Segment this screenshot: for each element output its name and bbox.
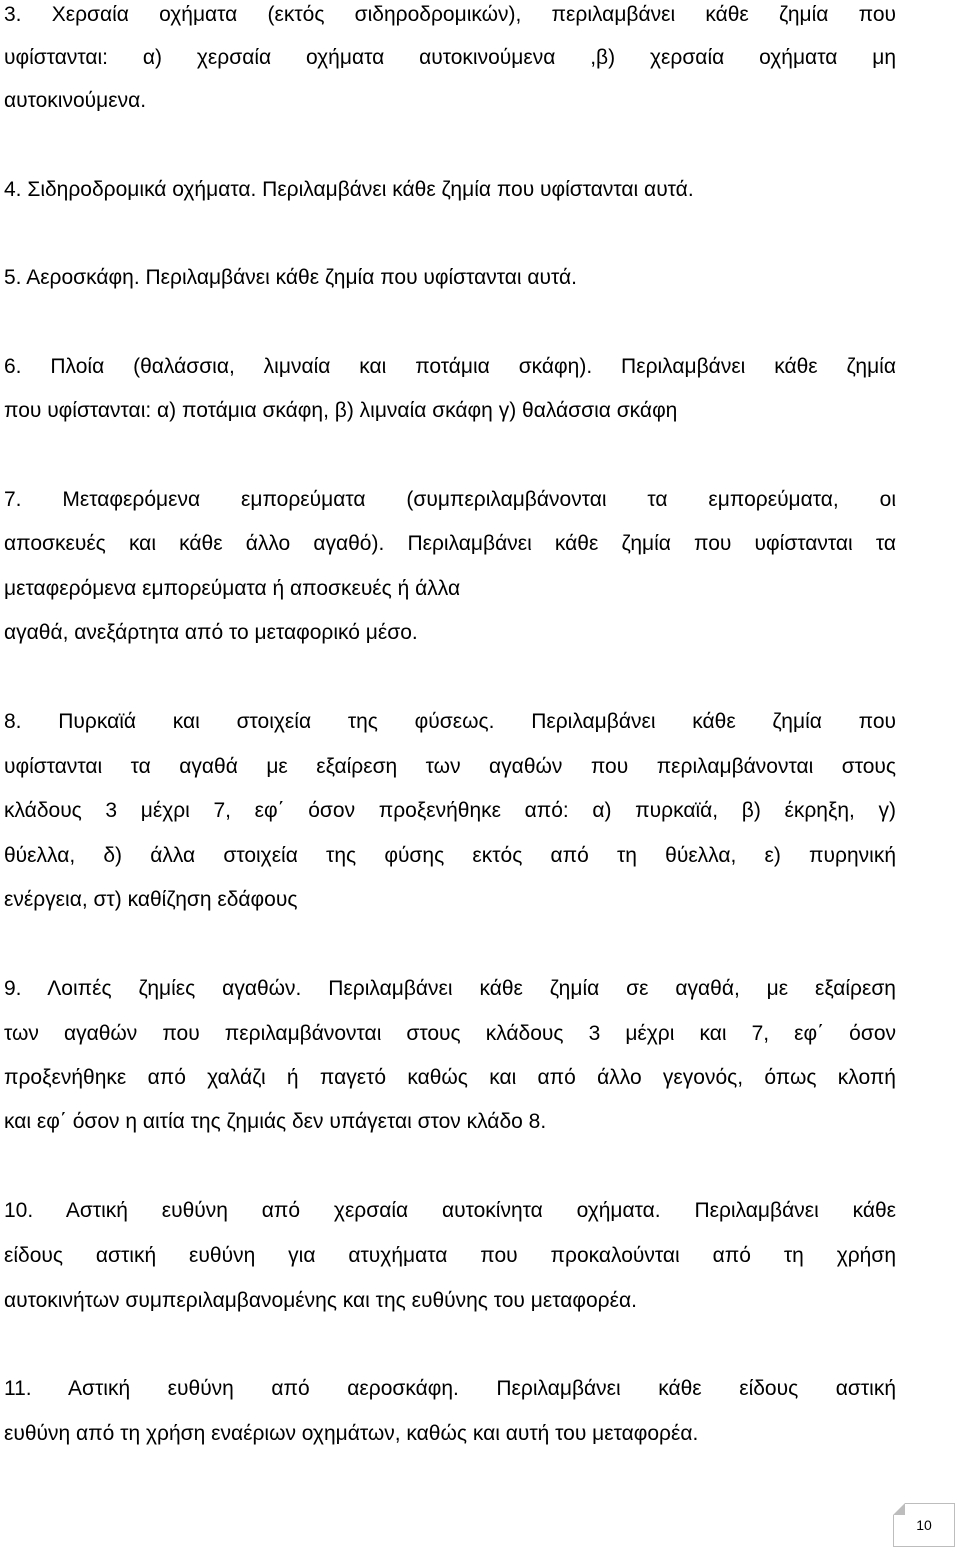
text-line: 5. Αεροσκάφη. Περιλαμβάνει κάθε ζημία που υφίστανται αυτά. — [4, 266, 577, 289]
text-line: 3. Χερσαία οχήματα (εκτός σιδηροδρομικών), περιλαμβάνει κάθε ζημία που — [4, 3, 896, 26]
text-line: υφίστανται: α) χερσαία οχήματα αυτοκινούμενα ,β) χερσαία οχήματα μη — [4, 46, 896, 69]
text-line: που υφίστανται: α) ποτάμια σκάφη, β) λιμναία σκάφη γ) θαλάσσια σκάφη — [4, 399, 678, 422]
text-line: 4. Σιδηροδρομικά οχήματα. Περιλαμβάνει κάθε ζημία που υφίστανται αυτά. — [4, 178, 694, 201]
text-line: αποσκευές και κάθε άλλο αγαθό). Περιλαμβάνει κάθε ζημία που υφίστανται τα — [4, 532, 896, 555]
text-line: αγαθά, ανεξάρτητα από το μεταφορικό μέσο. — [4, 621, 418, 644]
page-number — [893, 1503, 955, 1547]
page-number-label: 10 — [916, 1517, 932, 1533]
text-line: και εφ΄ όσον η αιτία της ζημιάς δεν υπάγεται στον κλάδο 8. — [4, 1110, 547, 1133]
text-line: 10. Αστική ευθύνη από χερσαία αυτοκίνητα οχήματα. Περιλαμβάνει κάθε — [4, 1199, 896, 1222]
text-line: θύελλα, δ) άλλα στοιχεία της φύσης εκτός από τη θύελλα, ε) πυρηνική — [4, 844, 896, 867]
text-line: 6. Πλοία (θαλάσσια, λιμναία και ποτάμια σκάφη). Περιλαμβάνει κάθε ζημία — [4, 355, 896, 378]
text-line: των αγαθών που περιλαμβάνονται στους κλάδους 3 μέχρι και 7, εφ΄ όσον — [4, 1022, 896, 1045]
text-line: προξενήθηκε από χαλάζι ή παγετό καθώς και από άλλο γεγονός, όπως κλοπή — [4, 1066, 896, 1089]
text-line: 8. Πυρκαϊά και στοιχεία της φύσεως. Περιλαμβάνει κάθε ζημία που — [4, 710, 896, 733]
text-line: μεταφερόμενα εμπορεύματα ή αποσκευές ή άλλα — [4, 577, 461, 600]
text-line: αυτοκινούμενα. — [4, 89, 147, 112]
text-line: 7. Μεταφερόμενα εμπορεύματα (συμπεριλαμβάνονται τα εμπορεύματα, οι — [4, 488, 896, 511]
text-line: ενέργεια, στ) καθίζηση εδάφους — [4, 888, 298, 911]
text-line: είδους αστική ευθύνη για ατυχήματα που προκαλούνται από τη χρήση — [4, 1244, 896, 1267]
text-line: υφίστανται τα αγαθά με εξαίρεση των αγαθών που περιλαμβάνονται στους — [4, 755, 896, 778]
text-line: 9. Λοιπές ζημίες αγαθών. Περιλαμβάνει κάθε ζημία σε αγαθά, με εξαίρεση — [4, 977, 896, 1000]
text-line: κλάδους 3 μέχρι 7, εφ΄ όσον προξενήθηκε από: α) πυρκαϊά, β) έκρηξη, γ) — [4, 799, 896, 822]
text-line: ευθύνη από τη χρήση εναέριων οχημάτων, καθώς και αυτή του μεταφορέα. — [4, 1422, 699, 1445]
text-line: 11. Αστική ευθύνη από αεροσκάφη. Περιλαμβάνει κάθε είδους αστική — [4, 1377, 896, 1400]
text-line: αυτοκινήτων συμπεριλαμβανομένης και της ευθύνης του μεταφορέα. — [4, 1289, 637, 1312]
